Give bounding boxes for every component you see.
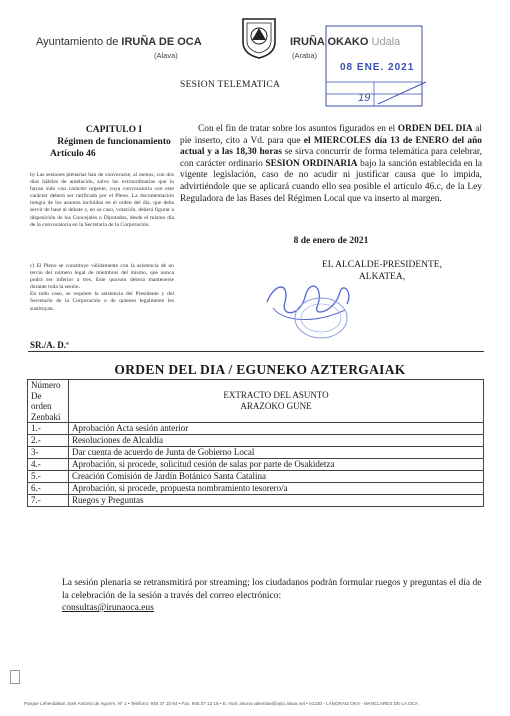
- regulation-c-label: c): [30, 263, 35, 269]
- regulation-b-label: b): [30, 172, 35, 178]
- header-left: [36, 36, 226, 60]
- col1-header-line: Zenbaki: [31, 411, 61, 422]
- col2-header-line: ARAZOKO GUNE: [240, 400, 312, 411]
- agenda-title: ORDEN DEL DIA / EGUNEKO AZTERGAIAK: [114, 362, 406, 377]
- session-label: SESION TELEMATICA: [180, 80, 281, 90]
- regulation-b-text: Las sesiones plenarias han de convocarse, al menos, con dos días hábiles de antelación, salvo las extraordinarias que lo hayan sido con carácter urgente, cuya convocatoria con este carácter deberá ser ratificada por el Pleno. La documentación íntegra de los asuntos incluidos en el orden del día, que deba servir de base al debate y, en su caso, votación, deberá figurar a disposición de los Concejales o Diputados, desde el mismo día de la convocatoria en la Secretaría de la Corporación.: [30, 172, 175, 228]
- header-right-suffix: Udala: [368, 36, 401, 48]
- chapter-heading: [44, 124, 184, 160]
- streaming-text: La sesión plenaria se retransmitirá por streaming; los ciudadanos podrán formular ruegos y preguntas el día de la celebración de la sesión a través del correo electrónico:: [62, 578, 482, 601]
- chapter-article: Artículo 46: [50, 149, 96, 159]
- table-row: [28, 495, 484, 507]
- header-right-sub: (Araba): [292, 51, 318, 60]
- table-row: [28, 435, 484, 447]
- signature-title-eu: ALKATEA,: [358, 272, 406, 282]
- stamp-date: 08 ENE. 2021: [340, 62, 415, 73]
- regulation-b: [30, 172, 174, 229]
- agenda-col1-header: [28, 380, 69, 423]
- agenda-item-number: 6.-: [28, 483, 69, 495]
- stamp-number: 19: [358, 92, 371, 104]
- regulation-c-text2: En todo caso, se requiere la asistencia del Presidente y del Secretario de la Corporación o de quienes legalmente les sustituyan.: [30, 291, 174, 312]
- convocation-part2: al pie inserto, cito a Vd. para que: [180, 124, 482, 146]
- table-row: [28, 423, 484, 435]
- agenda-item-number: 4.-: [28, 459, 69, 471]
- col1-header-line: Número: [31, 380, 61, 390]
- table-row: [28, 459, 484, 471]
- agenda-col2-header: [69, 380, 484, 423]
- chapter-subtitle: Régimen de funcionamiento: [57, 137, 171, 147]
- agenda-table: [27, 379, 484, 507]
- municipal-crest-icon: [240, 16, 278, 60]
- agenda-item-text: Ruegos y Preguntas: [69, 495, 484, 507]
- mayor-signature-icon: [255, 262, 365, 342]
- agenda-item-number: 3-: [28, 447, 69, 459]
- consultas-email-link[interactable]: consultas@irunaoca.eus: [62, 603, 154, 613]
- registry-stamp: [318, 20, 430, 112]
- regulation-c: [30, 263, 174, 313]
- table-row: [28, 471, 484, 483]
- side-marker: [10, 670, 20, 684]
- header-right-name: IRUÑA OKAKO: [290, 36, 369, 48]
- col1-header-line: De: [31, 390, 42, 401]
- agenda-item-number: 7.-: [28, 495, 69, 507]
- convocation-datetime: el MIERCOLES día 13 de ENERO del año actual y a las 18,30 horas: [180, 135, 482, 158]
- convocation-part3: se sirva concurrir de forma telemática para celebrar, con carácter ordinario: [180, 147, 482, 169]
- signature-title-es: EL ALCALDE-PRESIDENTE,: [322, 260, 442, 270]
- convocation-part4: bajo la sanción establecida en la vigente legislación, caso de no acudir ni justificar causa que lo impida, advirtiéndole que se aplicará cuando ello sea posible el artículo 46.c, de la Ley Reguladora de las Bases del Régimen Local que va inserto al margen.: [180, 158, 482, 204]
- addressee-label: SR./A. D.ª: [30, 340, 69, 350]
- agenda-item-text: Aprobación, si procede, propuesta nombramiento tesorero/a: [69, 483, 484, 495]
- agenda-item-text: Aprobación, si procede, solicitud cesión de salas por parte de Osakidetza: [69, 459, 484, 471]
- convocation-orden: ORDEN DEL DIA: [397, 124, 473, 134]
- convocation-text: [180, 124, 482, 205]
- col1-header-line: orden: [31, 401, 52, 411]
- agenda-item-text: Creación Comisión de Jardín Botánico Santa Catalina: [69, 471, 484, 483]
- chapter-title: CAPITULO I: [85, 125, 143, 135]
- header-left-prefix: Ayuntamiento de: [36, 36, 122, 48]
- document-date: 8 de enero de 2021: [293, 236, 369, 246]
- footer-address: Parque Lehendakari José Antonio de Aguirre, Nº 1 • Teléfono: 945 37 10 64 • Fax: 945 37 13 18 • E. mail: airuna.valentiae@ayto.alava.net • 01230 - LANGRAIZ OKA - MANCLARES DE LA OCA: [24, 701, 418, 706]
- streaming-notice: [62, 577, 482, 615]
- convocation-session-type: SESION ORDINARIA: [265, 158, 358, 169]
- header-left-name: IRUÑA DE OCA: [121, 36, 202, 48]
- agenda-item-text: Dar cuenta de acuerdo de Junta de Gobierno Local: [69, 447, 484, 459]
- agenda-item-number: 1.-: [28, 423, 69, 435]
- agenda-item-text: Resoluciones de Alcaldía: [69, 435, 484, 447]
- agenda-header-row: [28, 380, 484, 423]
- agenda-item-number: 2.-: [28, 435, 69, 447]
- regulation-c-text: El Pleno se constituye válidamente con la asistencia de un tercio del número legal de miembros del mismo, que nunca podrá ser inferior a tres. Este quorum deberá mantenerse durante toda la sesión.: [30, 263, 174, 291]
- table-row: [28, 483, 484, 495]
- agenda-item-number: 5.-: [28, 471, 69, 483]
- convocation-part1: Con el fin de tratar sobre los asuntos figurados en el: [198, 124, 398, 134]
- table-row: [28, 447, 484, 459]
- col2-header-line: EXTRACTO DEL ASUNTO: [223, 390, 329, 400]
- agenda-item-text: Aprobación Acta sesión anterior: [69, 423, 484, 435]
- section-divider: [28, 351, 484, 352]
- header-left-sub: (Alava): [154, 51, 178, 60]
